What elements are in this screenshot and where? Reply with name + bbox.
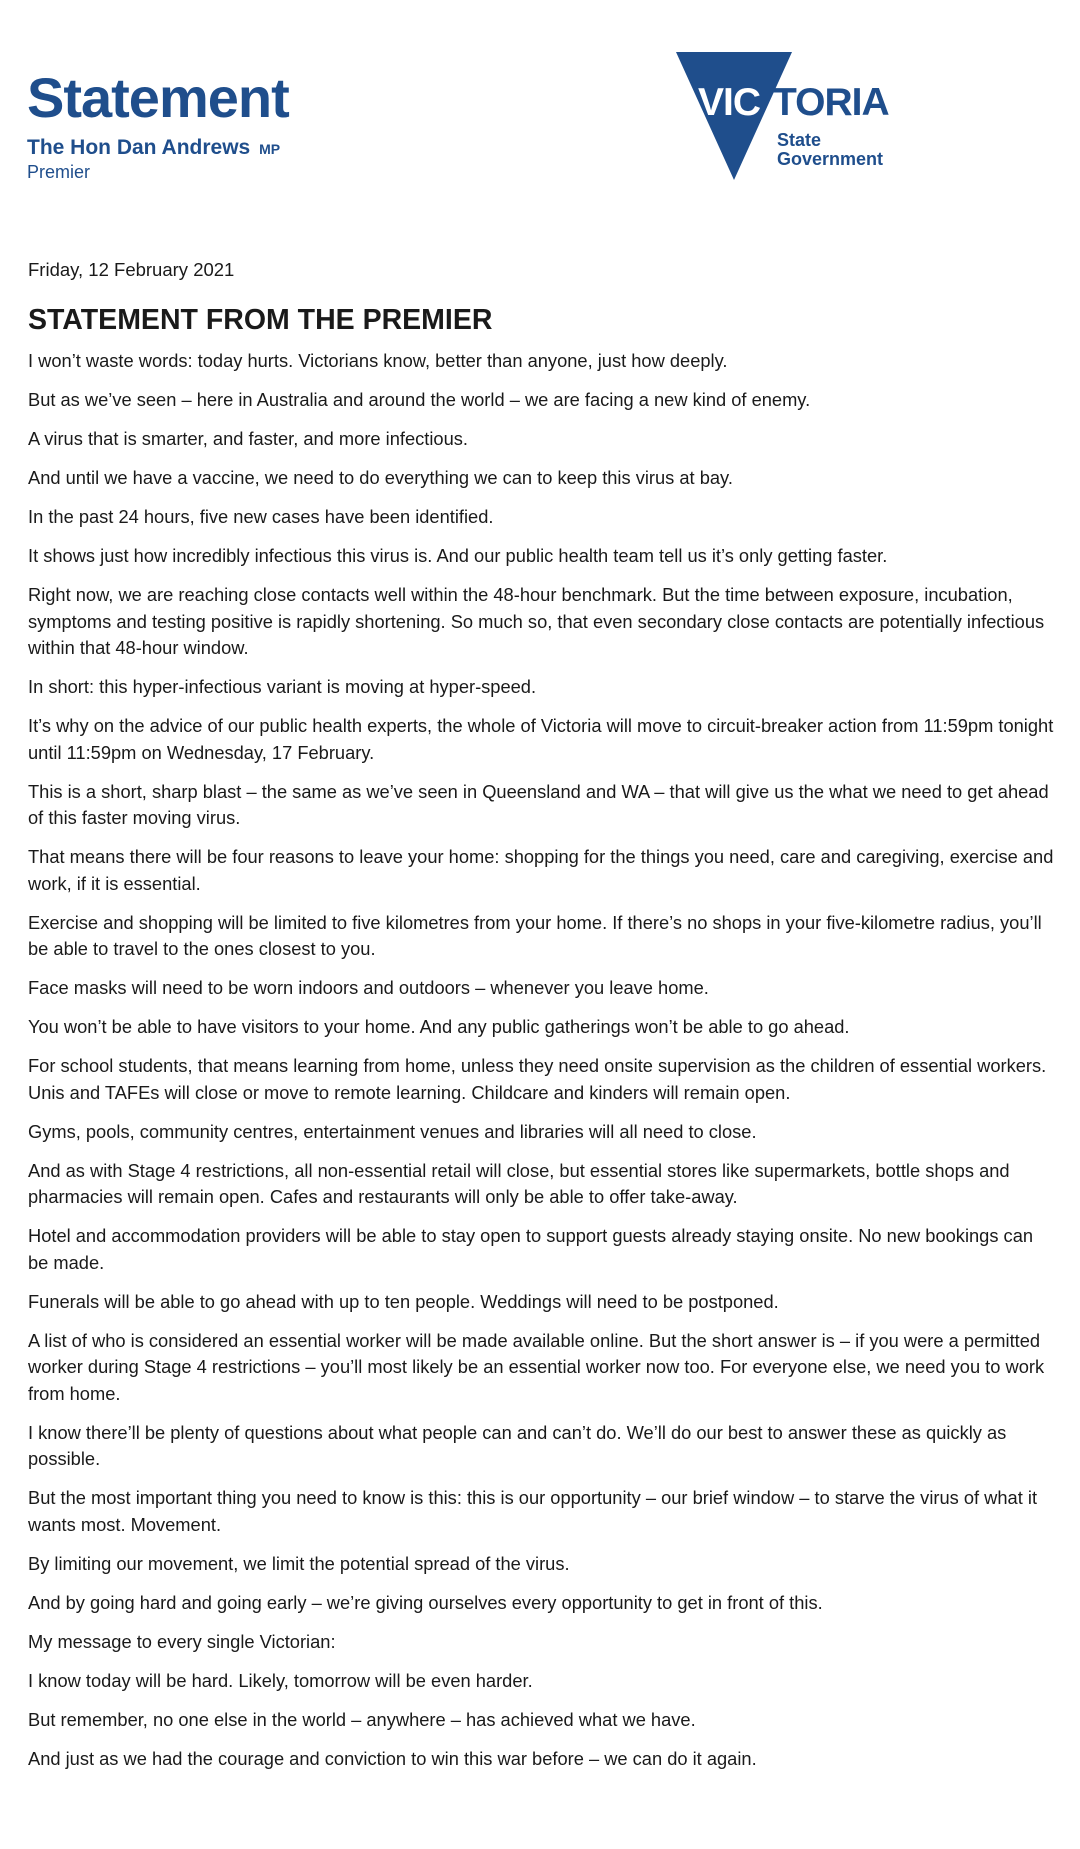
body-paragraph: Face masks will need to be worn indoors and outdoors – whenever you leave home.	[28, 977, 709, 998]
author-line	[27, 136, 289, 161]
body-paragraph: It’s why on the advice of our public health experts, the whole of Victoria will move to circuit-breaker action from 11:59pm tonight until 11:59pm on Wednesday, 17 February.	[28, 715, 1054, 763]
svg-text:TORIA: TORIA	[773, 81, 889, 124]
statement-body	[28, 348, 1058, 1772]
svg-text:State: State	[777, 130, 822, 150]
body-paragraph: And by going hard and going early – we’re giving ourselves every opportunity to get in front of this.	[28, 1591, 823, 1613]
statement-date: Friday, 12 February 2021	[28, 259, 235, 280]
body-paragraph: Right now, we are reaching close contacts well within the 48-hour benchmark. But the time between exposure, incubation, symptoms and testing positive is rapidly shortening. So much so, that even secondary close contacts are potentially infectious within that 48-hour window.	[28, 584, 1045, 658]
body-paragraph: In short: this hyper-infectious variant is moving at hyper-speed.	[28, 676, 537, 697]
body-paragraph: And just as we had the courage and conviction to win this war before – we can do it again.	[28, 1747, 757, 1769]
body-paragraph: By limiting our movement, we limit the potential spread of the virus.	[28, 1552, 570, 1574]
body-paragraph: And as with Stage 4 restrictions, all non-essential retail will close, but essential stores like supermarkets, bottle shops and pharmacies will remain open. Cafes and restaurants will only be able to offer take-away.	[28, 1159, 1010, 1207]
author-role: Premier	[27, 162, 91, 182]
body-paragraph: You won’t be able to have visitors to your home. And any public gatherings won’t be able to go ahead.	[28, 1016, 850, 1037]
body-paragraph: A virus that is smarter, and faster, and more infectious.	[28, 428, 468, 449]
statement-heading-block	[27, 66, 289, 183]
body-paragraph: But the most important thing you need to know is this: this is our opportunity – our brief window – to starve the virus of what it wants most. Movement.	[28, 1487, 1038, 1535]
body-paragraph: I know today will be hard. Likely, tomorrow will be even harder.	[28, 1669, 533, 1691]
author-suffix: MP	[259, 141, 281, 157]
svg-text:Government: Government	[777, 149, 884, 169]
body-paragraph: This is a short, sharp blast – the same as we’ve seen in Queensland and WA – that will give us the what we need to get ahead of this faster moving virus.	[28, 780, 1049, 828]
body-paragraph: But remember, no one else in the world – anywhere – has achieved what we have.	[28, 1708, 696, 1730]
letterhead	[0, 0, 1080, 200]
body-paragraph: Hotel and accommodation providers will be able to stay open to support guests already staying onsite. No new bookings can be made.	[28, 1225, 1034, 1273]
body-paragraph: My message to every single Victorian:	[28, 1630, 336, 1652]
body-paragraph: For school students, that means learning from home, unless they need onsite supervision as the children of essential workers. Unis and TAFEs will close or move to remote learning. Childcare and kinders will remain open.	[28, 1055, 1047, 1103]
victoria-state-government-logo	[676, 52, 916, 182]
body-paragraph: And until we have a vaccine, we need to do everything we can to keep this virus at bay.	[28, 467, 733, 488]
body-paragraph: A list of who is considered an essential worker will be made available online. But the short answer is – if you were a permitted worker during Stage 4 restrictions – you’ll most likely be an essential worker now too. For everyone else, we need you to work from home.	[28, 1329, 1045, 1404]
body-paragraph: In the past 24 hours, five new cases have been identified.	[28, 506, 494, 527]
svg-text:VIC: VIC	[698, 81, 761, 124]
statement-label: Statement	[27, 66, 289, 129]
body-paragraph: It shows just how incredibly infectious this virus is. And our public health team tell us it’s only getting faster.	[28, 545, 888, 566]
body-paragraph: I won’t waste words: today hurts. Victorians know, better than anyone, just how deeply.	[28, 350, 728, 371]
body-paragraph: That means there will be four reasons to leave your home: shopping for the things you need, care and caregiving, exercise and work, if it is essential.	[28, 846, 1054, 894]
statement-title: STATEMENT FROM THE PREMIER	[28, 304, 493, 336]
body-paragraph: I know there’ll be plenty of questions about what people can and can’t do. We’ll do our best to answer these as quickly as possible.	[28, 1421, 1007, 1469]
body-paragraph: Exercise and shopping will be limited to five kilometres from your home. If there’s no shops in your five-kilometre radius, you’ll be able to travel to the ones closest to you.	[28, 911, 1042, 959]
body-paragraph: Gyms, pools, community centres, entertainment venues and libraries will all need to close.	[28, 1120, 757, 1142]
body-paragraph: But as we’ve seen – here in Australia and around the world – we are facing a new kind of enemy.	[28, 389, 811, 410]
statement-document	[28, 258, 1058, 1785]
author-name: The Hon Dan Andrews	[27, 136, 251, 159]
body-paragraph: Funerals will be able to go ahead with up to ten people. Weddings will need to be postponed.	[28, 1290, 779, 1312]
